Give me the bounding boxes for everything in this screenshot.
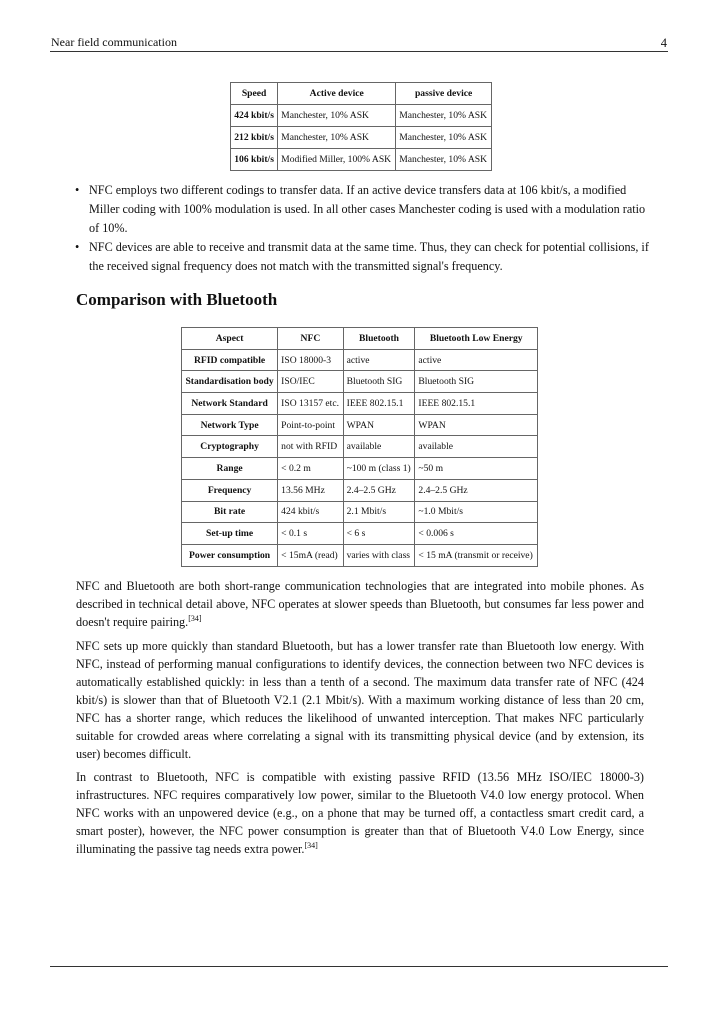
table-row — [182, 393, 538, 415]
table-row — [182, 414, 538, 436]
comparison-table-body — [182, 349, 538, 566]
document-title: Near field communication — [51, 35, 177, 49]
paragraph-text: NFC sets up more quickly than standard Bluetooth, but has a lower transfer rate than Bluetooth low energy. With NFC, instead of performing manual configurations to identify devices, the connection between two NFC devices is automatically established quickly: in less than a tenth of a second. The maximum data transfer rate of NFC (424 kbit/s) is slower than that of Bluetooth V2.1 (2.1 Mbit/s). With a maximum working distance of less than 20 cm, NFC has a shorter range, which reduces the likelihood of unwanted interception. That makes NFC particularly suitable for crowded areas where correlating a signal with its transmitting physical device (and by extension, its user) becomes difficult. — [76, 639, 644, 761]
table-cell: IEEE 802.15.1 — [343, 393, 415, 415]
table-cell: IEEE 802.15.1 — [415, 393, 538, 415]
table-cell: Power consumption — [182, 544, 278, 566]
table-row — [182, 479, 538, 501]
column-header: Bluetooth — [343, 328, 415, 350]
table-cell: 106 kbit/s — [231, 149, 278, 171]
table-cell: Bluetooth SIG — [415, 371, 538, 393]
table-cell: 424 kbit/s — [278, 501, 343, 523]
list-item — [74, 238, 654, 276]
table-cell: < 0.2 m — [278, 458, 343, 480]
table-row — [231, 127, 492, 149]
table-row — [182, 544, 538, 566]
table-cell: active — [415, 349, 538, 371]
citation-ref[interactable]: [34] — [304, 840, 318, 850]
table-cell: < 15 mA (transmit or receive) — [415, 544, 538, 566]
table-header-row — [182, 328, 538, 350]
column-header: Speed — [231, 83, 278, 105]
bullet-icon: • — [75, 240, 80, 254]
bullet-text: NFC devices are able to receive and transmit data at the same time. Thus, they can check for potential collisions, if the received signal frequency does not match with the transmitted signal's frequency. — [89, 240, 649, 273]
table-cell: 2.4–2.5 GHz — [415, 479, 538, 501]
column-header: NFC — [278, 328, 343, 350]
table-cell: Standardisation body — [182, 371, 278, 393]
body-paragraph — [76, 577, 644, 631]
table-cell: Manchester, 10% ASK — [396, 105, 492, 127]
coding-bullet-list — [74, 181, 654, 276]
table-cell: available — [415, 436, 538, 458]
table-cell: not with RFID — [278, 436, 343, 458]
table-row — [182, 523, 538, 545]
table-cell: Bit rate — [182, 501, 278, 523]
bluetooth-comparison-table — [181, 327, 538, 567]
table-cell: active — [343, 349, 415, 371]
table-cell: WPAN — [415, 414, 538, 436]
table-cell: Manchester, 10% ASK — [396, 149, 492, 171]
table-cell: < 15mA (read) — [278, 544, 343, 566]
list-item — [74, 181, 654, 238]
table-row — [231, 149, 492, 171]
table-row — [182, 436, 538, 458]
table-cell: Manchester, 10% ASK — [278, 105, 396, 127]
table-row — [182, 501, 538, 523]
table-cell: 13.56 MHz — [278, 479, 343, 501]
table-cell: Set-up time — [182, 523, 278, 545]
table-cell: ISO/IEC — [278, 371, 343, 393]
footer-divider — [50, 966, 668, 967]
table-cell: Network Type — [182, 414, 278, 436]
table-cell: ISO 13157 etc. — [278, 393, 343, 415]
table-cell: < 0.1 s — [278, 523, 343, 545]
column-header: Active device — [278, 83, 396, 105]
table-row — [182, 371, 538, 393]
table-cell: Cryptography — [182, 436, 278, 458]
table-cell: ~100 m (class 1) — [343, 458, 415, 480]
table-cell: RFID compatible — [182, 349, 278, 371]
table-cell: WPAN — [343, 414, 415, 436]
table-cell: available — [343, 436, 415, 458]
table-cell: varies with class — [343, 544, 415, 566]
table-header-row — [231, 83, 492, 105]
table-cell: Network Standard — [182, 393, 278, 415]
body-paragraph — [76, 637, 644, 763]
page-number: 4 — [660, 36, 667, 50]
table-cell: ~50 m — [415, 458, 538, 480]
table-cell: Manchester, 10% ASK — [278, 127, 396, 149]
bullet-text: NFC employs two different codings to transfer data. If an active device transfers data at 106 kbit/s, a modified Miller coding with 100% modulation is used. In all other cases Manchester coding is used with a modulation ratio of 10%. — [89, 183, 646, 235]
table-row — [231, 105, 492, 127]
table-row — [182, 349, 538, 371]
paragraph-text: NFC and Bluetooth are both short-range communication technologies that are integrated into mobile phones. As described in technical detail above, NFC operates at slower speeds than Bluetooth, but consumes far less power and doesn't require pairing. — [76, 579, 644, 629]
bullet-icon: • — [75, 183, 80, 197]
table-cell: ~1.0 Mbit/s — [415, 501, 538, 523]
table-cell: Modified Miller, 100% ASK — [278, 149, 396, 171]
paragraph-text: In contrast to Bluetooth, NFC is compatible with existing passive RFID (13.56 MHz ISO/IEC 18000-3) infrastructures. NFC requires comparatively low power, similar to the Bluetooth V4.0 low energy protocol. When NFC works with an unpowered device (e.g., on a phone that may be turned off, a contactless smart credit card, a smart poster), however, the NFC power consumption is greater than that of Bluetooth V4.0 Low Energy, since illuminating the passive tag needs extra power. — [76, 770, 644, 856]
page-header — [50, 34, 668, 52]
column-header: passive device — [396, 83, 492, 105]
table-cell: Range — [182, 458, 278, 480]
column-header: Bluetooth Low Energy — [415, 328, 538, 350]
section-heading: Comparison with Bluetooth — [76, 290, 278, 309]
table-cell: < 6 s — [343, 523, 415, 545]
body-paragraph — [76, 768, 644, 858]
table-row — [182, 458, 538, 480]
table-cell: 212 kbit/s — [231, 127, 278, 149]
column-header: Aspect — [182, 328, 278, 350]
table-cell: Frequency — [182, 479, 278, 501]
table-cell: 424 kbit/s — [231, 105, 278, 127]
table-cell: Bluetooth SIG — [343, 371, 415, 393]
table-cell: 2.1 Mbit/s — [343, 501, 415, 523]
table-cell: < 0.006 s — [415, 523, 538, 545]
table-cell: Manchester, 10% ASK — [396, 127, 492, 149]
coding-speed-table — [230, 82, 492, 171]
table-cell: Point-to-point — [278, 414, 343, 436]
table-cell: 2.4–2.5 GHz — [343, 479, 415, 501]
citation-ref[interactable]: [34] — [188, 613, 202, 623]
table-cell: ISO 18000-3 — [278, 349, 343, 371]
